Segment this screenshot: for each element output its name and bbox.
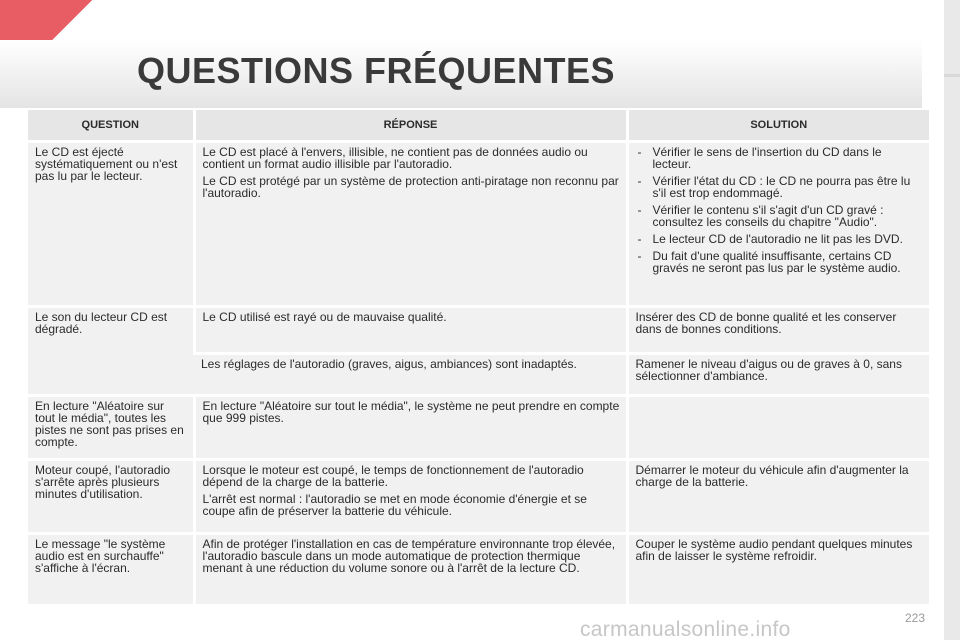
solution-cell bbox=[627, 142, 929, 307]
reponse-cell: Les réglages de l'autoradio (graves, aigus, ambiances) sont inadaptés. bbox=[194, 354, 627, 396]
table-row bbox=[28, 534, 929, 606]
reponse-cell: Afin de protéger l'installation en cas de température environnante trop élevée, l'autoradio bascule dans un mode automatique de protection thermique menant à une réduction du volume sonore ou à l'arrêt de la lecture CD. bbox=[194, 534, 627, 606]
solution-item: - Vérifier l'état du CD : le CD ne pourra pas être lu s'il est trop endommagé. bbox=[636, 175, 924, 199]
question-cell: En lecture "Aléatoire sur tout le média", toutes les pistes ne sont pas prises en compte. bbox=[28, 396, 194, 460]
header-question: QUESTION bbox=[28, 110, 194, 142]
solution-cell: Insérer des CD de bonne qualité et les conserver dans de bonnes conditions. bbox=[627, 307, 929, 354]
solution-cell: Ramener le niveau d'aigus ou de graves à 0, sans sélectionner d'ambiance. bbox=[627, 354, 929, 396]
edge-tab-mark bbox=[944, 74, 960, 77]
page-number: 223 bbox=[905, 611, 926, 625]
question-cell: Le son du lecteur CD est dégradé. bbox=[28, 307, 194, 396]
reponse-paragraph: Lorsque le moteur est coupé, le temps de fonctionnement de l'autoradio dépend de la charge de la batterie. bbox=[202, 463, 584, 489]
reponse-paragraph: Le CD est placé à l'envers, illisible, ne contient pas de données audio ou contient un format audio illisible par l'autoradio. bbox=[202, 145, 588, 171]
table-row bbox=[28, 460, 929, 534]
header-reponse: RÉPONSE bbox=[194, 110, 627, 142]
solution-item: - Le lecteur CD de l'autoradio ne lit pas les DVD. bbox=[636, 233, 924, 245]
solution-list bbox=[636, 146, 924, 274]
solution-item: - Vérifier le sens de l'insertion du CD dans le lecteur. bbox=[636, 146, 924, 170]
reponse-cell bbox=[194, 460, 627, 534]
solution-item: - Vérifier le contenu s'il s'agit d'un CD gravé : consultez les conseils du chapitre "Audio". bbox=[636, 204, 924, 228]
question-cell: Le message "le système audio est en surchauffe" s'affiche à l'écran. bbox=[28, 534, 194, 606]
reponse-cell bbox=[194, 142, 627, 307]
solution-cell: Couper le système audio pendant quelques minutes afin de laisser le système refroidir. bbox=[627, 534, 929, 606]
reponse-paragraph: Le CD est protégé par un système de protection anti-piratage non reconnu par l'autoradio. bbox=[202, 174, 619, 200]
reponse-paragraph: L'arrêt est normal : l'autoradio se met en mode économie d'énergie et se coupe afin de préserver la batterie du véhicule. bbox=[202, 492, 587, 518]
question-cell: Moteur coupé, l'autoradio s'arrête après plusieurs minutes d'utilisation. bbox=[28, 460, 194, 534]
reponse-cell: En lecture "Aléatoire sur tout le média", le système ne peut prendre en compte que 999 pistes. bbox=[194, 396, 627, 460]
page-title: QUESTIONS FRÉQUENTES bbox=[137, 50, 616, 91]
header-solution: SOLUTION bbox=[627, 110, 929, 142]
faq-table bbox=[28, 110, 929, 607]
question-cell: Le CD est éjecté systématiquement ou n'est pas lu par le lecteur. bbox=[28, 142, 194, 307]
reponse-cell: Le CD utilisé est rayé ou de mauvaise qualité. bbox=[194, 307, 627, 354]
solution-item: - Du fait d'une qualité insuffisante, certains CD gravés ne seront pas lus par le système audio. bbox=[636, 250, 924, 274]
solution-cell: Démarrer le moteur du véhicule afin d'augmenter la charge de la batterie. bbox=[627, 460, 929, 534]
table-row bbox=[28, 142, 929, 307]
table-row bbox=[28, 307, 929, 354]
table-row bbox=[28, 396, 929, 460]
watermark-text: carmanualsonline.info bbox=[580, 618, 791, 641]
edge-tab bbox=[944, 0, 960, 640]
table-header-row bbox=[28, 110, 929, 142]
solution-cell bbox=[627, 396, 929, 460]
